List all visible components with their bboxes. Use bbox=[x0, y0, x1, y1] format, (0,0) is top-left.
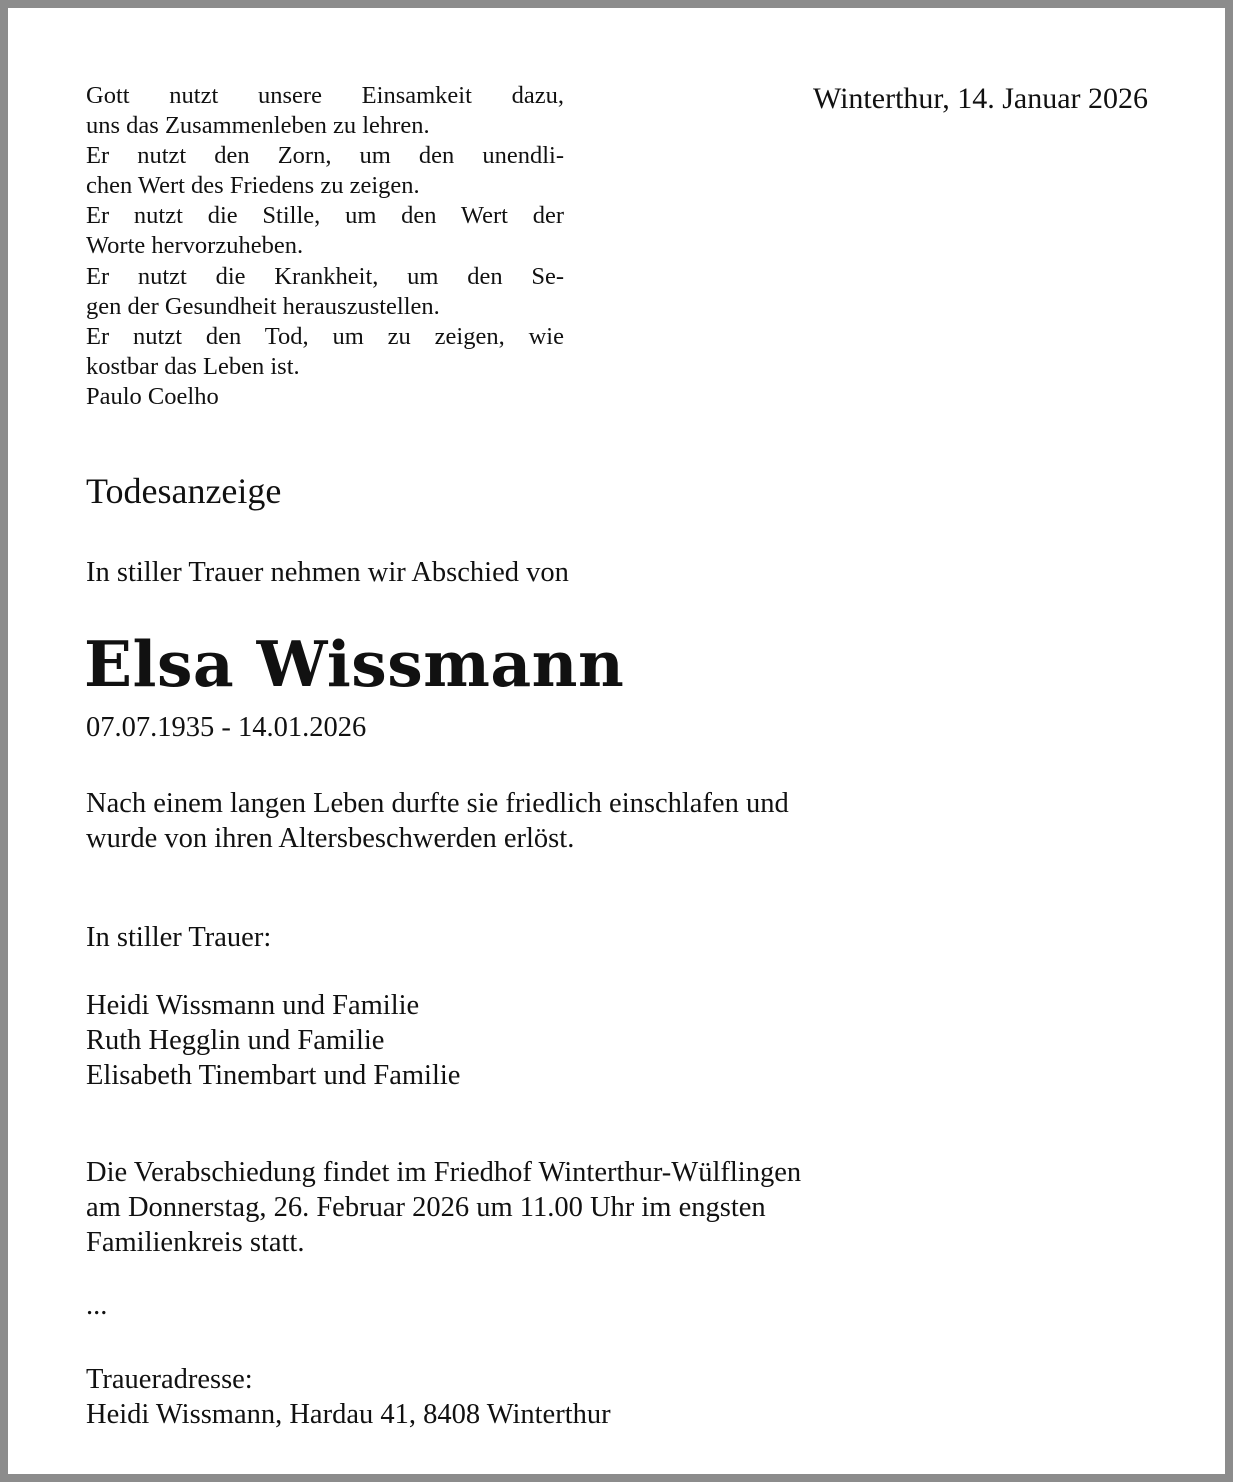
mourning-address: Heidi Wissmann, Hardau 41, 8408 Winterthur bbox=[86, 1399, 611, 1430]
address-label: Traueradresse: bbox=[86, 1364, 253, 1395]
poem-line: chen Wert des Friedens zu zeigen. bbox=[86, 172, 420, 200]
mourner-name: Heidi Wissmann und Familie bbox=[86, 990, 420, 1021]
poem-quote bbox=[86, 81, 564, 412]
ceremony-line: Die Verabschiedung findet im Friedhof Winterthur-Wülflingen bbox=[86, 1157, 802, 1188]
mourners-label: In stiller Trauer: bbox=[86, 922, 272, 953]
obituary-page bbox=[8, 8, 1225, 1474]
poem-line: uns das Zusammenleben zu lehren. bbox=[86, 112, 430, 140]
ellipsis: ... bbox=[86, 1290, 108, 1321]
mourner-name: Ruth Hegglin und Familie bbox=[86, 1025, 385, 1056]
ceremony-info bbox=[86, 1155, 801, 1260]
deceased-name: Elsa Wissmann bbox=[84, 627, 625, 701]
poem-line: Er nutzt die Stille, um den Wert der bbox=[86, 202, 564, 230]
notice-heading: Todesanzeige bbox=[86, 471, 282, 511]
poem-line: gen der Gesundheit herauszustellen. bbox=[86, 292, 440, 320]
poem-line: Er nutzt den Tod, um zu zeigen, wie bbox=[86, 322, 564, 350]
poem-line: kostbar das Leben ist. bbox=[86, 352, 300, 380]
poem-line: Gott nutzt unsere Einsamkeit dazu, bbox=[86, 82, 564, 109]
ceremony-line: am Donnerstag, 26. Februar 2026 um 11.00 Uhr im engsten bbox=[86, 1192, 766, 1223]
life-dates: 07.07.1935 - 14.01.2026 bbox=[86, 712, 367, 743]
mourners-list bbox=[86, 988, 460, 1093]
ceremony-line: Familienkreis statt. bbox=[86, 1227, 305, 1258]
poem-author: Paulo Coelho bbox=[86, 382, 219, 410]
farewell-intro: In stiller Trauer nehmen wir Abschied von bbox=[86, 557, 569, 588]
condolence-message bbox=[86, 786, 789, 856]
mourner-name: Elisabeth Tinembart und Familie bbox=[86, 1060, 461, 1091]
poem-line: Er nutzt die Krankheit, um den Se- bbox=[86, 262, 564, 290]
poem-line: Er nutzt den Zorn, um den unendli- bbox=[86, 142, 564, 170]
poem-line: Worte hervorzuheben. bbox=[86, 232, 304, 260]
message-line: Nach einem langen Leben durfte sie friedlich einschlafen und bbox=[86, 788, 789, 819]
place-date: Winterthur, 14. Januar 2026 bbox=[812, 82, 1148, 115]
message-line: wurde von ihren Altersbeschwerden erlöst. bbox=[86, 823, 575, 854]
